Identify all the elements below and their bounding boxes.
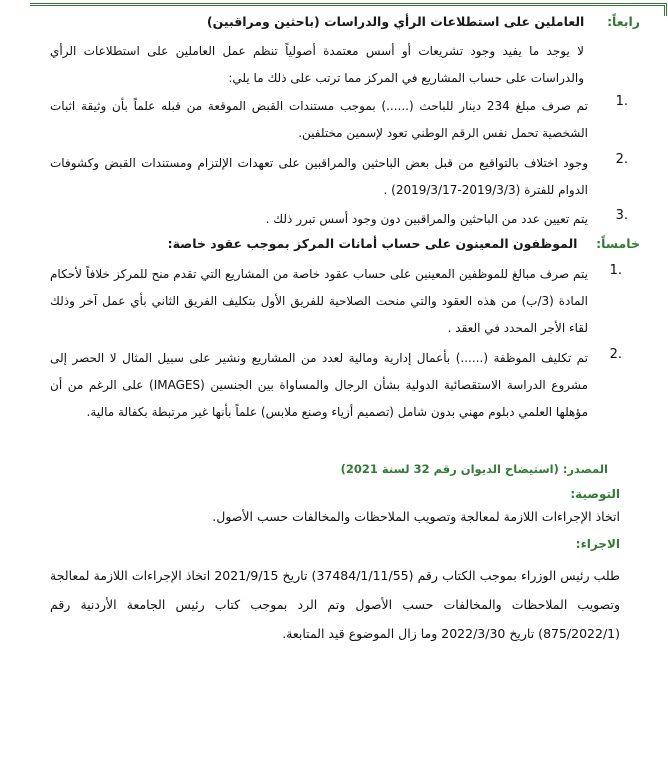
section4-item-2-number: .2 — [615, 152, 628, 167]
section5-item-2-text: تم تكليف الموظفة (......) بأعمال إدارية ومالية لعدد من المشاريع ونشير على سبيل المثال لا الحصر إلى مشروع الدراسة الاستقصائية الدولية بشأن الرجال والمساواة بين الجنسين (IMAGES) على الرغم من أن مؤهلها العلمي دبلوم مهني بدون شامل (تصميم أزياء وصنع ملابس) علماً بأنها غير مرتبطة بكفالة مالية. — [50, 351, 589, 419]
section4-item-3-text: يتم تعيين عدد من الباحثين والمراقبين دون وجود أسس تبرر ذلك . — [265, 212, 588, 226]
section4-intro: لا يوجد ما يفيد وجود تشريعات أو أسس معتمدة أصولياً تنظم عمل العاملين على استطلاعات الرأي والدراسات على حساب المشاريع في المركز مما ترتب على ذلك ما يلي: — [50, 44, 584, 85]
section5-title: الموظفون المعينون على حساب أمانات المركز بموجب عقود خاصة: — [167, 236, 578, 251]
section4-item-2-text: وجود اختلاف بالتواقيع من قبل بعض الباحثين والمراقبين على تعهدات الإلتزام ومستندات القبض وكشوفات الدوام للفترة (2019/3/3-2019/3/17) . — [50, 156, 588, 197]
recommendation-text: اتخاذ الإجراءات اللازمة لمعالجة وتصويب الملاحظات والمخالفات حسب الأصول. — [212, 509, 620, 524]
action-text: طلب رئيس الوزراء بموجب الكتاب رقم (37484/1/11/55) تاريخ 2021/9/15 اتخاذ الإجراءات اللازمة لمعالجة وتصويب الملاحظات والمخالفات حسب الأصول وتم الرد بموجب كتاب رئيس الجامعة الأردنية رقم (875/2022/1) تاريخ 2022/3/30 وما زال الموضوع قيد المتابعة. — [50, 568, 620, 641]
section4-item-1-number: .1 — [615, 94, 628, 109]
section5-label: خامساً: — [596, 236, 640, 251]
section4-item-3-number: .3 — [615, 208, 628, 223]
recommendation-label: التوصية: — [570, 487, 620, 501]
section5-heading — [0, 236, 640, 251]
section5-item-2-number: .2 — [609, 347, 622, 362]
section5-item-1-text: يتم صرف مبالغ للموظفين المعينين على حساب عقود خاصة من المشاريع التي تقدم منح للمركز خلافاً لأحكام المادة (3/ب) من هذه العقود والتي منحت الصلاحية للفريق الأول بتكليف الفريق الثاني بأي عمل آخر وذلك لقاء الأجر المحدد في العقد . — [50, 267, 588, 335]
section5-item-1-number: .1 — [609, 263, 622, 278]
action-label: الاجراء: — [575, 537, 620, 551]
source-note: المصدر: (استيضاح الديوان رقم 32 لسنة 2021) — [340, 462, 608, 476]
section4-heading — [0, 14, 640, 29]
section4-item-1-text: تم صرف مبلغ 234 دينار للباحث (......) بموجب مستندات القبض الموقعة من قبله علماً بأن وثيقة اثبات الشخصية تحمل نفس الرقم الوطني تعود لإسمين مختلفين. — [50, 99, 588, 140]
section4-title: العاملين على استطلاعات الرأي والدراسات (باحثين ومراقبين) — [206, 14, 585, 29]
section4-label: رابعاً: — [607, 14, 640, 29]
